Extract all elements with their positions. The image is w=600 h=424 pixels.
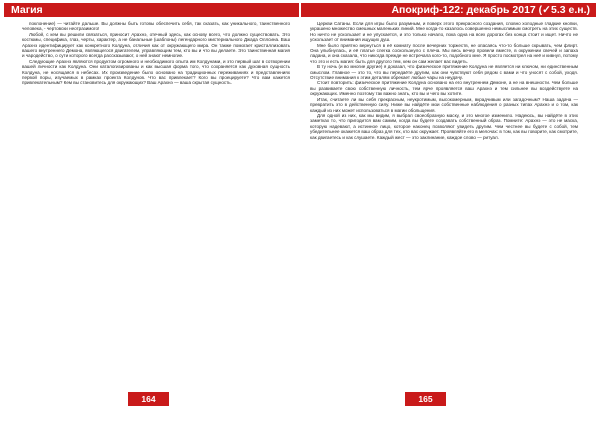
paragraph: Для одной из них, как мы видим, я выбрал своеобразную маску, и это многое изменило. Надеюсь, вы найдёте в этих заметках то, что пригодится вам самим, когда вы будете создавать собственный образ. Помните: Арахнэ — это не маска, которую надевают, а истинное лицо, которое наконец позволяют увидеть другим. Чем честнее вы будете с собой, тем убедительнее окажется ваш образ для тех, кто вас окружает. Проявляйте его в мелочах: в том, как вы говорите, как смотрите, как двигаетесь и как слушаете. Каждый жест — это заклинание, каждое слово — ритуал.	[310, 112, 578, 140]
left-body-text	[22, 21, 290, 390]
paragraph: Стоит повторить: физическое притяжение Колдуна основано на его внутреннем Демоне, а не на внешности. Чем больше вы развиваете свою собственную личность, тем ярче проявляется ваш Арахнэ и тем сильнее вы воздействуете на окружающих. Именно поэтому так важно знать, кто вы и чего вы хотите.	[310, 80, 578, 97]
right-page-number: 165	[405, 392, 446, 406]
paragraph: Следующие Арахнэ являются продуктом огромного и необходимого опыта им Колдунами, и это первый шаг в сотворении вашей личности как Колдуна. Они каталогизированы и как высшая форма того, что сохраняется как духовная сущность Колдуна, не носящаяся в небесах. Их произведение было основано на традиционных переживаниях и представлениях первой поры, изучаемых в рамках проекта Колдунов. Что вас привлекает? Кого вы проецируете? Что вам кажется привлекательным? Кем вы становитесь для окружающих? Ваш Арахнэ — ваша скрытая сущность.	[22, 58, 290, 86]
paragraph: поклонение) — читайте дальше. Вы должны быть готовы обеспечить себя, так сказать, как уникального, таинственного человека, - чертовски неотразимого!	[22, 21, 290, 32]
right-page	[300, 0, 600, 424]
issue-title: Апокриф-122: декабрь 2017 (✓5.3 е.н.)	[391, 4, 590, 16]
paragraph: Любой, с кем вы решили связаться, приносит Арахнэ, отечный здесь, как основу всего, что должно существовать. Это костюмы, специфика, глаз, черты, характер, а не банальные (шаблоны) легендарного мистериального Джада Оллсина. Ваш Арахнэ идентифицирует как конкретного Колдуна, отличия как от окружающего мира. Он также помогает кристаллизовать вашего внутреннего Демона, являющегося двигателем, управляющим тем, кто вы и что вы делаете. Это таинственная магия и чародейство, о сути которого всегда рассказывают, о ней знают немногие.	[22, 31, 290, 59]
right-body-text	[310, 21, 578, 390]
paragraph: Итак, считаете ли вы себя прекрасным, неукротимым, высокомерным, вкрадчивым или загадочным? Наша задача — превратить это в действенную силу. Ниже вы найдёте мои собственные наблюдения о разных типах Арахнэ и о том, как каждый из них может использоваться в магии обольщения.	[310, 96, 578, 113]
paragraph: Мне было приятно вернуться в её комнату после вечерних торжеств, не опасаясь что-то больше скрывать, чем флирт. Она улыбнулась, и её платье слегка соскользнуло с плеча. Мы весь вечер провели вместе, в окружении свечей и запаха ладана, и она сказала, что никогда прежде не встречала кого-то, подобного мне. Я просто посмотрел на неё и кивнул, потому что это и есть магия: быть для другого тем, кем он сам желает вас видеть.	[310, 42, 578, 64]
left-header-bar	[4, 3, 299, 17]
left-page-number: 164	[128, 392, 169, 406]
paragraph: Церкви Сатаны. Если для игры было разумным, и поверх этого прекрасного создания, словно холодные гладкие кнопки, украшено множество смешных маленьких линий. Мне когда-то казалось совершенно немыслимым смотреть на этих существ. Но ничто не ускользает и не упускается, и это только начало, пока одна на всех дорогах без конца стоит и ищет. Ничто не ускользает от внимания ищущих душ.	[310, 21, 578, 43]
section-title: Магия	[11, 4, 43, 16]
right-header-bar	[301, 3, 596, 17]
paragraph: В ту ночь (и во многие другие) я доказал, что физическое притяжение Колдуна не является ни ключом, ни единственным смыслом. Главное — это то, что вы передаёте другим, как они чувствуют себя рядом с вами и что уносят с собой, уходя. Отсутствие внимания к этим деталям обрекает любые чары на неудачу.	[310, 64, 578, 81]
